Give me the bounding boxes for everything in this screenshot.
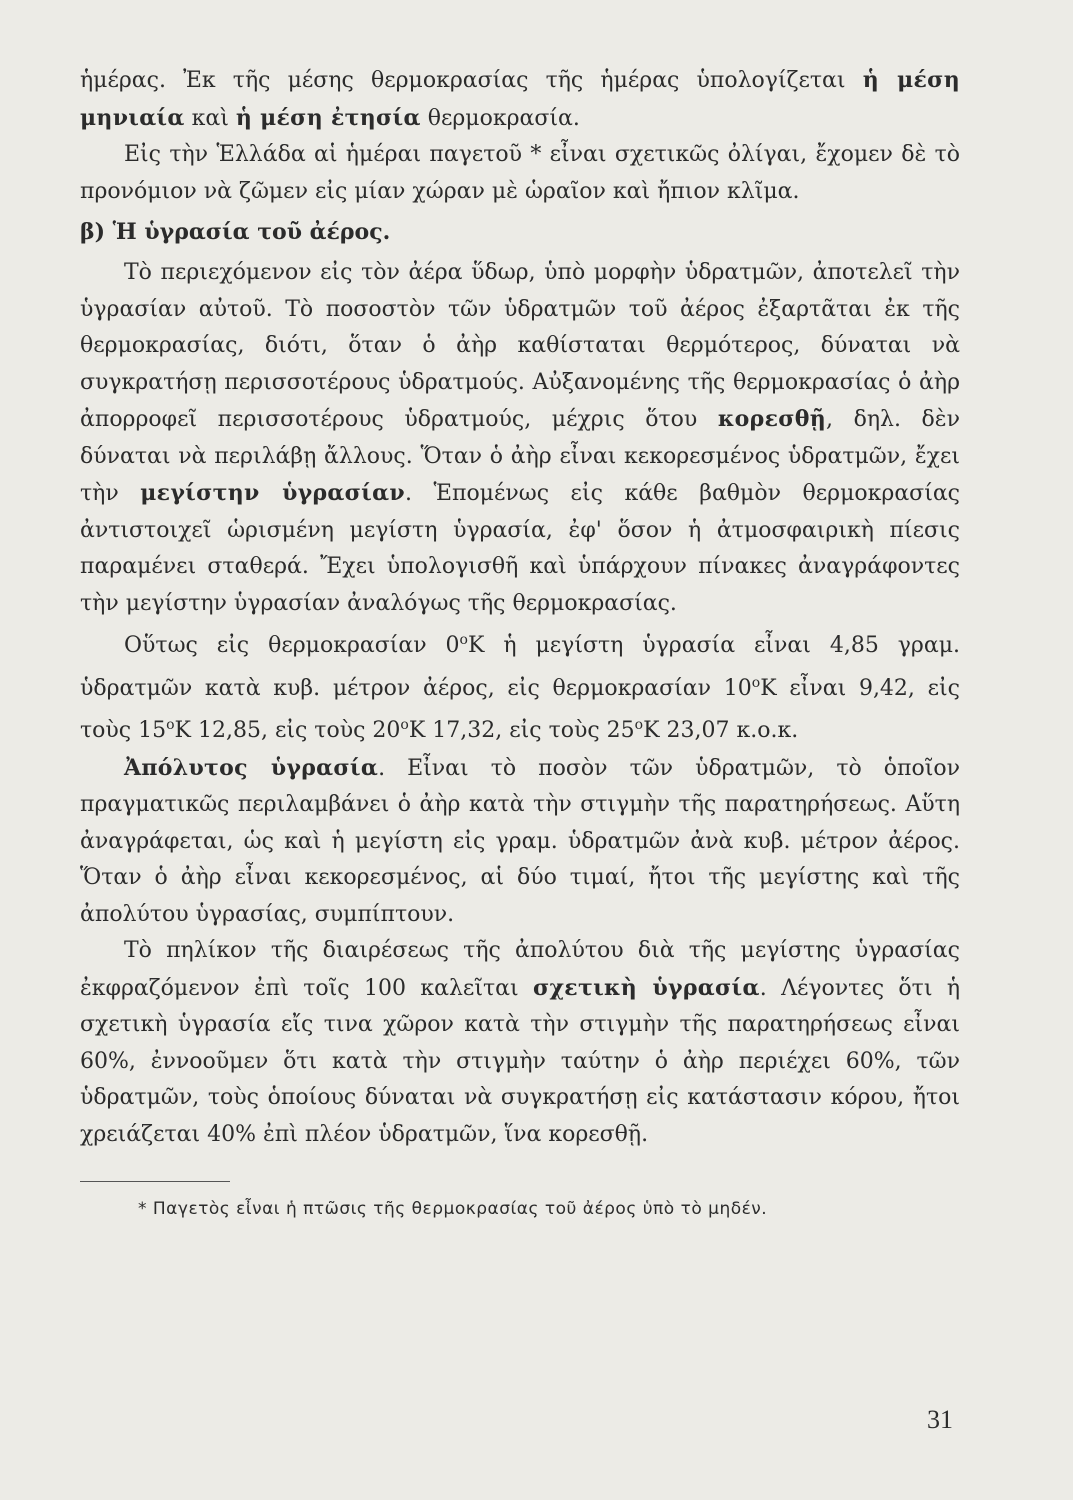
paragraph-frost-days: Εἰς τὴν Ἑλλάδα αἱ ἡμέραι παγετοῦ * εἶναι σχετικῶς ὀλίγαι, ἔχομεν δὲ τὸ προνόμιον νὰ ζῶμεν εἰς μίαν χώραν μὲ ὡραῖον καὶ ἤπιον κλῖμα. [80,142,960,204]
term-relative-humidity: σχετικὴ ὑγρασία [533,974,760,1001]
page-body [80,62,960,1222]
footnote: * Παγετὸς εἶναι ἡ πτῶσις τῆς θερμοκρασίας τοῦ ἀέρος ὑπὸ τὸ μηδέν. [138,1199,768,1219]
term-absolute-humidity: Ἀπόλυτος ὑγρασία [124,754,379,781]
section-title: β) Ἡ ὑγρασία τοῦ ἀέρος. [80,219,391,245]
term-monthly-mean: ἡ μέση μηνιαία [80,67,960,131]
term-saturated: κορεσθῇ [717,406,827,432]
paragraph-relative-humidity: Τὸ πηλίκον τῆς διαιρέσεως τῆς ἀπολύτου διὰ τῆς μεγίστης ὑγρασίας ἐκφραζόμενον ἐπὶ τοῖς 100 καλεῖται σχετικὴ ὑγρασία. Λέγοντες ὅτι ἡ σχετικὴ ὑγρασία εἴς τινα χῶρον κατὰ τὴν στιγμὴν τῆς παρατηρήσεως εἶναι 60%, ἐννοοῦμεν ὅτι κατὰ τὴν στιγμὴν ταύτην ὁ ἀὴρ περιέχει 60%, τῶν ὑδρατμῶν, τοὺς ὁποίους δύναται νὰ συγκρατήσῃ εἰς κατάστασιν κόρου, ἤτοι χρειάζεται 40% ἐπὶ πλέον ὑδρατμῶν, ἵνα κορεσθῇ. [80,938,961,1147]
page-number: 31 [927,1405,953,1434]
footnote-divider [80,1181,230,1182]
paragraph-air-humidity: Τὸ περιεχόμενον εἰς τὸν ἀέρα ὕδωρ, ὑπὸ μορφὴν ὑδρατμῶν, ἀποτελεῖ τὴν ὑγρασίαν αὐτοῦ. Τὸ ποσοστὸν τῶν ὑδρατμῶν τοῦ ἀέρος ἐξαρτᾶται ἐκ τῆς θερμοκρασίας, διότι, ὅταν ὁ ἀὴρ καθίσταται θερμότερος, δύναται νὰ συγκρατήσῃ περισσοτέρους ὑδρατμούς. Αὐξανομένης τῆς θερμοκρασίας ὁ ἀὴρ ἀπορροφεῖ περισσοτέρους ὑδρατμούς, μέχρις ὅτου κορεσθῇ, δηλ. δὲν δύναται νὰ περιλάβῃ ἄλλους. Ὅταν ὁ ἀὴρ εἶναι κεκορεσμένος ὑδρατμῶν, ἔχει τὴν μεγίστην ὑγρασίαν. Ἑπομένως εἰς κάθε βαθμὸν θερμοκρασίας ἀντιστοιχεῖ ὡρισμένη μεγίστη ὑγρασία, ἐφ' ὅσον ἡ ἀτμοσφαιρικὴ πίεσις παραμένει σταθερά. Ἔχει ὑπολογισθῆ καὶ ὑπάρχουν πίνακες ἀναγράφοντες τὴν μεγίστην ὑγρασίαν ἀναλόγως τῆς θερμοκρασίας. [80,260,960,616]
term-annual-mean: ἡ μέση ἐτησία [235,104,421,131]
paragraph-daily-temperature: ἡμέρας. Ἐκ τῆς μέσης θερμοκρασίας τῆς ἡμέρας ὑπολογίζεται ἡ μέση μηνιαία καὶ ἡ μέση ἐτησία θερμοκρασία. [80,67,960,131]
paragraph-humidity-values: Οὕτως εἰς θερμοκρασίαν 0$^o$Κ ἡ μεγίστη ὑγρασία εἶναι 4,85 γραμ. ὑδρατμῶν κατὰ κυβ. μέτρον ἀέρος, εἰς θερμοκρασίαν 10$^o$Κ εἶναι 9,42, εἰς τοὺς 15$^o$Κ 12,85, εἰς τοὺς 20$^o$Κ 17,32, εἰς τοὺς 25$^o$Κ 23,07 κ.ο.κ. [80,632,960,743]
paragraph-absolute-humidity: Ἀπόλυτος ὑγρασία. Εἶναι τὸ ποσὸν τῶν ὑδρατμῶν, τὸ ὁποῖον πραγματικῶς περιλαμβάνει ὁ ἀὴρ κατὰ τὴν στιγμὴν τῆς παρατηρήσεως. Αὕτη ἀναγράφεται, ὡς καὶ ἡ μεγίστη εἰς γραμ. ὑδρατμῶν ἀνὰ κυβ. μέτρον ἀέρος. Ὅταν ὁ ἀὴρ εἶναι κεκορεσμένος, αἱ δύο τιμαί, ἤτοι τῆς μεγίστης καὶ τῆς ἀπολύτου ὑγρασίας, συμπίπτουν. [80,754,960,927]
term-maximum-humidity: μεγίστην ὑγρασίαν [140,480,405,506]
